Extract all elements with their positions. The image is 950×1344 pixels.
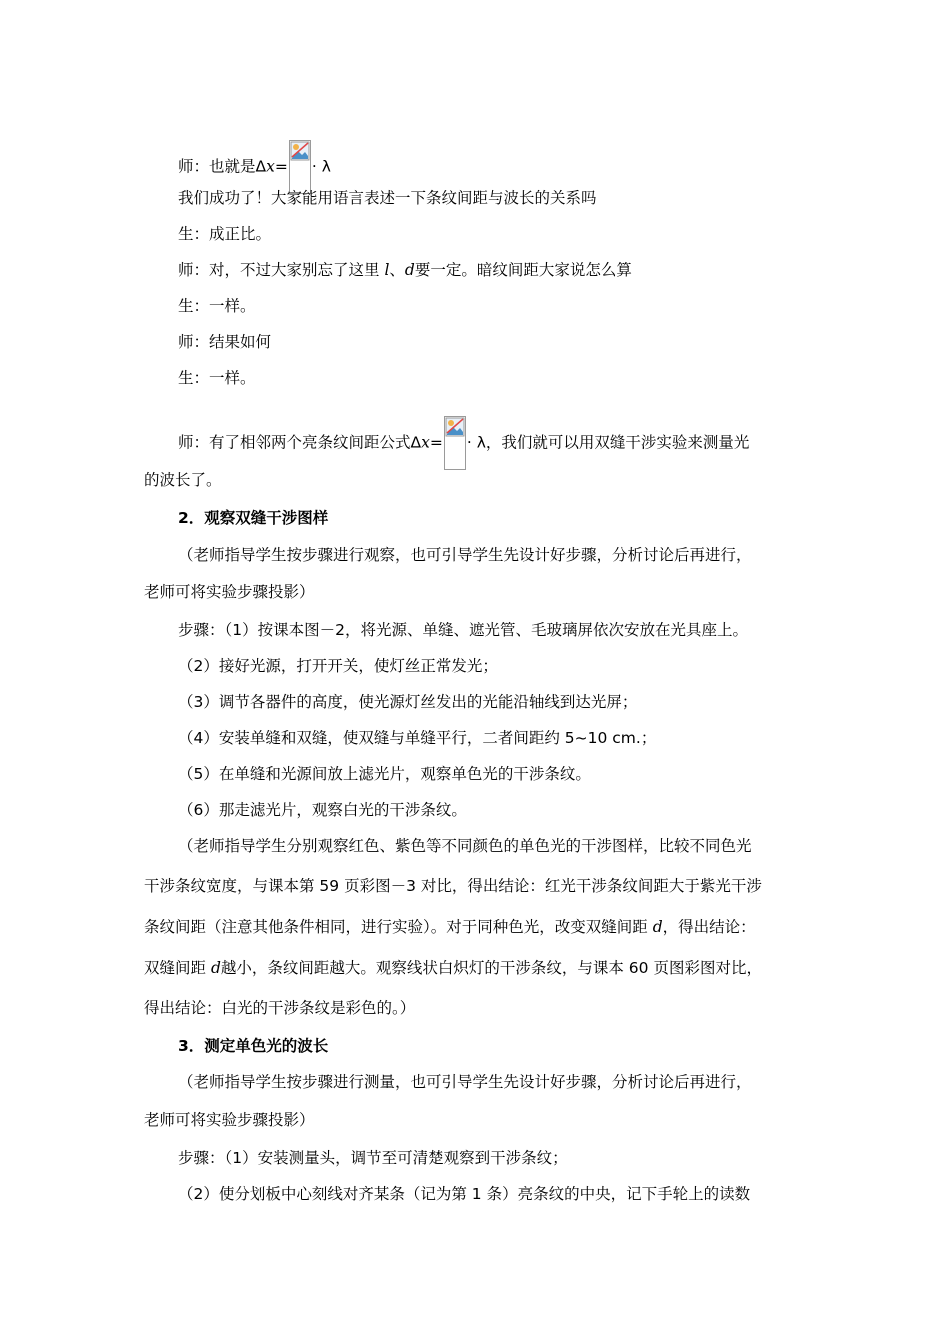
text: · λ <box>311 157 331 176</box>
section-heading: 2．观察双缝干涉图样 <box>178 509 329 527</box>
broken-image-icon <box>289 140 311 194</box>
text: 师：对，不过大家别忘了这里 <box>178 261 385 279</box>
paragraph: 师：结果如何 <box>178 333 272 351</box>
paragraph: （老师指导学生分别观察红色、紫色等不同颜色的单色光的干涉图样，比较不同色光 <box>178 837 752 855</box>
formula-line-2 <box>178 416 749 470</box>
paragraph: 干涉条纹宽度，与课本第 59 页彩图－3 对比，得出结论：红光干涉条纹间距大于紫光干涉 <box>144 877 762 895</box>
text: 师：也就是Δ <box>178 157 267 176</box>
step: （4）安装单缝和双缝，使双缝与单缝平行，二者间距约 5~10 cm.； <box>178 729 657 747</box>
var-d: d <box>404 261 415 279</box>
formula-line-1 <box>178 140 331 194</box>
step: （2）使分划板中心刻线对齐某条（记为第 1 条）亮条纹的中央，记下手轮上的读数 <box>178 1185 751 1203</box>
step: 步骤：（1）安装测量头，调节至可清楚观察到干涉条纹； <box>178 1149 568 1167</box>
paragraph <box>178 260 632 280</box>
paragraph: 得出结论：白光的干涉条纹是彩色的。） <box>144 999 416 1017</box>
text: 要一定。暗纹间距大家说怎么算 <box>414 261 632 279</box>
broken-image-icon <box>444 416 466 470</box>
text: 师：有了相邻两个亮条纹间距公式Δ <box>178 433 422 452</box>
paragraph: 生：成正比。 <box>178 225 272 243</box>
section-heading: 3．测定单色光的波长 <box>178 1037 329 1055</box>
var-x: x <box>266 157 275 176</box>
paragraph <box>144 958 762 978</box>
equals: = <box>274 157 288 176</box>
step: （5）在单缝和光源间放上滤光片，观察单色光的干涉条纹。 <box>178 765 591 783</box>
step: （2）接好光源，打开开关，使灯丝正常发光； <box>178 657 498 675</box>
text: 越小，条纹间距越大。观察线状白炽灯的干涉条纹，与课本 60 页图彩图对比， <box>220 959 762 977</box>
var-l: l <box>384 261 390 279</box>
paragraph <box>144 917 756 937</box>
paragraph: 生：一样。 <box>178 297 256 315</box>
text: 条纹间距（注意其他条件相同，进行实验）。对于同种色光，改变双缝间距 <box>144 918 653 936</box>
paragraph: （老师指导学生按步骤进行观察，也可引导学生先设计好步骤，分析讨论后再进行， <box>178 546 752 564</box>
paragraph: 的波长了。 <box>144 471 222 489</box>
step: （3）调节各器件的高度，使光源灯丝发出的光能沿轴线到达光屏； <box>178 693 638 711</box>
equals: = <box>429 433 443 452</box>
text: · λ，我们就可以用双缝干涉实验来测量光 <box>466 433 750 452</box>
step: 步骤：（1）按课本图－2，将光源、单缝、遮光管、毛玻璃屏依次安放在光具座上。 <box>178 621 748 639</box>
paragraph: 老师可将实验步骤投影） <box>144 583 315 601</box>
text: 双缝间距 <box>144 959 211 977</box>
paragraph: 老师可将实验步骤投影） <box>144 1111 315 1129</box>
var-d: d <box>652 918 663 936</box>
text: ，得出结论： <box>662 918 756 936</box>
paragraph: 生：一样。 <box>178 369 256 387</box>
var-x: x <box>421 433 430 452</box>
text: 、 <box>389 261 405 279</box>
var-d: d <box>210 959 221 977</box>
step: （6）那走滤光片，观察白光的干涉条纹。 <box>178 801 467 819</box>
paragraph: （老师指导学生按步骤进行测量，也可引导学生先设计好步骤，分析讨论后再进行， <box>178 1073 752 1091</box>
paragraph: 我们成功了！大家能用语言表述一下条纹间距与波长的关系吗 <box>178 189 597 207</box>
